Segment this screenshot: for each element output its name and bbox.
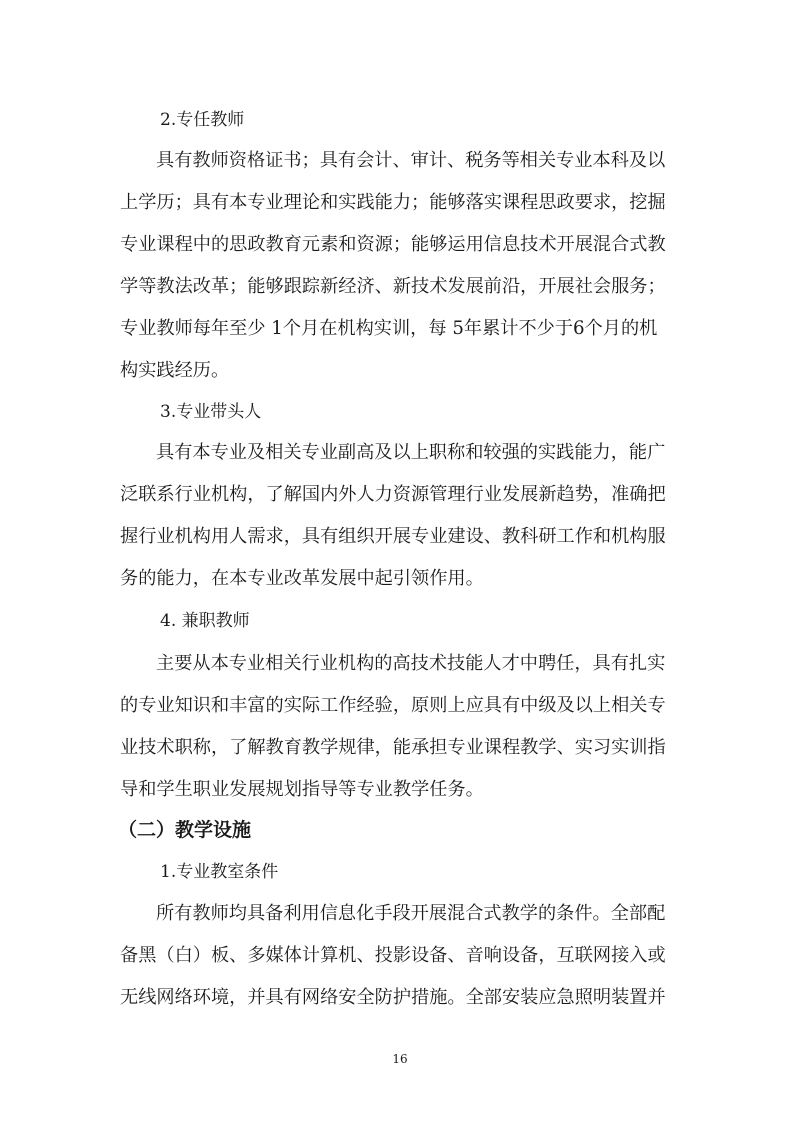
- paragraph-part-time-teachers: [120, 643, 680, 811]
- section-heading-teaching-facilities: （二）教学设施: [118, 819, 252, 841]
- subsection-heading-part-time-teachers: 4. 兼职教师: [160, 611, 250, 631]
- paragraph-line: 务的能力，在本专业改革发展中起引领作用。: [120, 568, 484, 589]
- paragraph-full-time-teachers: [120, 140, 680, 392]
- paragraph-line: 具有本专业及相关专业副高及以上职称和较强的实践能力，能广: [156, 442, 666, 463]
- paragraph-line: 具有教师资格证书；具有会计、审计、税务等相关专业本科及以: [156, 150, 666, 171]
- paragraph-program-lead: [120, 432, 680, 600]
- paragraph-line: 业技术职称，了解教育教学规律，能承担专业课程教学、实习实训指: [120, 737, 666, 758]
- paragraph-line: 专业教师每年至少 1个月在机构实训，每 5年累计不少于6个月的机: [120, 318, 658, 339]
- paragraph-line: 握行业机构用人需求，具有组织开展专业建设、教科研工作和机构服: [120, 526, 666, 547]
- paragraph-line: 学等教法改革；能够跟踪新经济、新技术发展前沿，开展社会服务；: [120, 276, 666, 297]
- subsection-heading-full-time-teachers: 2.专任教师: [160, 110, 245, 130]
- paragraph-line: 导和学生职业发展规划指导等专业教学任务。: [120, 779, 484, 800]
- paragraph-line: 构实践经历。: [120, 360, 230, 381]
- subsection-heading-program-lead: 3.专业带头人: [160, 402, 262, 422]
- paragraph-line: 的专业知识和丰富的实际工作经验，原则上应具有中级及以上相关专: [120, 695, 666, 716]
- paragraph-line: 主要从本专业相关行业机构的高技术技能人才中聘任，具有扎实: [156, 653, 666, 674]
- paragraph-line: 泛联系行业机构，了解国内外人力资源管理行业发展新趋势，准确把: [120, 484, 666, 505]
- paragraph-line: 备黑（白）板、多媒体计算机、投影设备、音响设备，互联网接入或: [120, 945, 666, 966]
- paragraph-line: 上学历；具有本专业理论和实践能力；能够落实课程思政要求，挖掘: [120, 192, 666, 213]
- paragraph-line: 所有教师均具备利用信息化手段开展混合式教学的条件。全部配: [156, 903, 666, 924]
- subsection-heading-classroom: 1.专业教室条件: [160, 862, 279, 882]
- page-number: 16: [392, 1052, 408, 1066]
- paragraph-line: 专业课程中的思政教育元素和资源；能够运用信息技术开展混合式教: [120, 234, 666, 255]
- paragraph-line: 无线网络环境，并具有网络安全防护措施。全部安装应急照明装置并: [120, 987, 666, 1008]
- paragraph-classroom: [120, 893, 680, 1019]
